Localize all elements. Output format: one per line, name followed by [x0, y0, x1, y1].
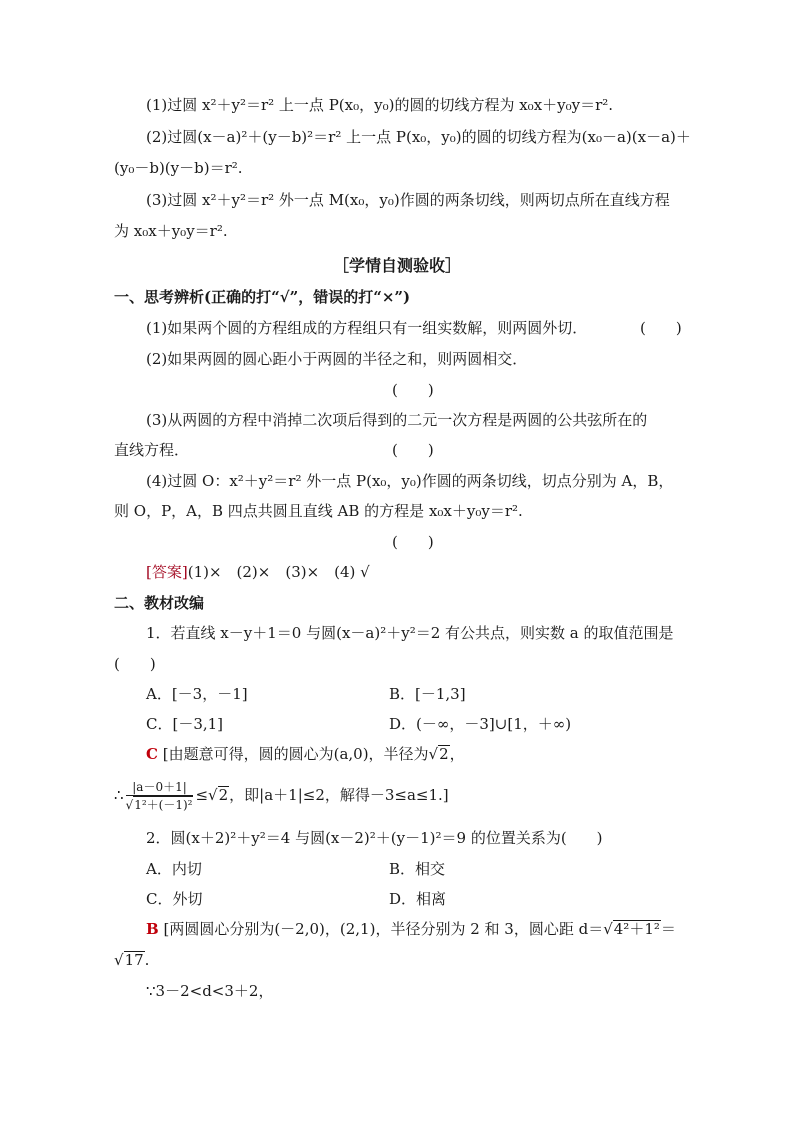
- problem-1-answer-letter: C: [146, 745, 158, 763]
- problem-2-stem: 2．圆(x＋2)²＋y²＝4 与圆(x－2)²＋(y－1)²＝9 的位置关系为( ): [146, 829, 603, 847]
- problem-1-sqrt: 2: [439, 745, 449, 763]
- problem-1-stem-line-1: 1．若直线 x－y＋1＝0 与圆(x－a)²＋y²＝2 有公共点，则实数 a 的取值范围是: [146, 624, 674, 642]
- problem-2-solution-line-3: ∵3－2<d<3＋2，: [146, 982, 274, 1000]
- theorem-1: (1)过圆 x²＋y²＝r² 上一点 P(x₀，y₀)的圆的切线方程为 x₀x＋y₀y＝r².: [146, 96, 614, 114]
- problem-1-option-a: A．[－3，－1]: [146, 685, 248, 703]
- theorem-3-line-1: (3)过圆 x²＋y²＝r² 外一点 M(x₀，y₀)作圆的两条切线，则两切点所在直线方程: [146, 191, 670, 209]
- answer-tag: [答案]: [146, 563, 188, 581]
- problem-2-option-d: D．相离: [389, 890, 447, 908]
- theorem-3-line-2: 为 x₀x＋y₀y＝r².: [114, 222, 228, 240]
- question-1: (1)如果两个圆的方程组成的方程组只有一组实数解，则两圆外切．: [146, 319, 588, 337]
- question-4-blank: ( ): [392, 533, 434, 551]
- question-4-line-2: 则 O，P，A，B 四点共圆且直线 AB 的方程是 x₀x＋y₀y＝r².: [114, 502, 523, 520]
- problem-2-option-b: B．相交: [389, 860, 446, 878]
- question-2-blank: ( ): [392, 381, 434, 399]
- leq-symbol: ≤: [195, 786, 209, 804]
- problem-2-option-c: C．外切: [146, 890, 203, 908]
- problem-2-sqrt-1: 4²＋1²: [613, 920, 660, 938]
- therefore-symbol: ∴: [114, 786, 124, 804]
- part2-heading: 二、教材改编: [114, 594, 205, 612]
- fraction-numerator: |a－0＋1|: [126, 780, 194, 796]
- question-1-blank: ( ): [640, 319, 682, 337]
- problem-1-option-b: B．[－1,3]: [389, 685, 466, 703]
- problem-1-option-d: D．(－∞，－3]∪[1，＋∞): [389, 715, 572, 733]
- problem-1-stem-line-2: ( ): [114, 655, 156, 673]
- theorem-2-line-2: (y₀－b)(y－b)＝r².: [114, 159, 243, 177]
- problem-2-option-a: A．内切: [146, 860, 202, 878]
- part1-heading: 一、思考辨析(正确的打“√”，错误的打“×”): [114, 288, 411, 306]
- section-title: ［学情自测验收］: [332, 256, 461, 275]
- problem-1-solution-line-2: ∴ $\frac{|a-0+1|}{\text{√1²＋(－1)²}}$ ≤√2，即|a＋1|≤2，解得－3≤a≤1.]: [114, 779, 449, 812]
- fraction-denominator-radicand: 1²＋(－1)²: [134, 797, 193, 812]
- distance-fraction: [126, 780, 194, 813]
- problem-2-solution-text: [两圆圆心分别为(－2,0)，(2,1)，半径分别为 2 和 3，圆心距 d＝: [163, 920, 604, 938]
- problem-2-period: .: [144, 951, 150, 969]
- problem-1-solution-conclusion: ，即|a＋1|≤2，解得－3≤a≤1.]: [229, 786, 449, 804]
- problem-1-solution-text: [由题意可得，圆的圆心为(a,0)，半径为: [162, 745, 429, 763]
- question-2: (2)如果两圆的圆心距小于两圆的半径之和，则两圆相交．: [146, 350, 528, 368]
- problem-1-sqrt-2: 2: [218, 786, 229, 804]
- fraction-denominator: √1²＋(－1)²: [125, 797, 193, 812]
- problem-1-solution-end: ，: [449, 745, 465, 763]
- question-3-line-1: (3)从两圆的方程中消掉二次项后得到的二元一次方程是两圆的公共弦所在的: [146, 411, 648, 429]
- problem-2-solution-line-1: B [两圆圆心分别为(－2,0)，(2,1)，半径分别为 2 和 3，圆心距 d＝√4²＋1²＝: [146, 920, 676, 938]
- question-3-line-2: 直线方程．: [114, 441, 190, 459]
- problem-2-solution-line-2: √17.: [114, 951, 150, 969]
- problem-2-answer-letter: B: [146, 920, 159, 938]
- problem-2-equals: ＝: [660, 920, 676, 938]
- problem-1-option-c: C．[－3,1]: [146, 715, 224, 733]
- question-3-blank: ( ): [392, 441, 434, 459]
- question-4-line-1: (4)过圆 O：x²＋y²＝r² 外一点 P(x₀，y₀)作圆的两条切线，切点分别为 A，B，: [146, 472, 674, 490]
- problem-1-solution-line-1: C [由题意可得，圆的圆心为(a,0)，半径为√2，: [146, 745, 465, 763]
- theorem-2-line-1: (2)过圆(x－a)²＋(y－b)²＝r² 上一点 P(x₀，y₀)的圆的切线方程为(x₀－a)(x－a)＋: [146, 128, 691, 146]
- problem-2-sqrt-2: 17: [124, 951, 144, 969]
- answer-line: [146, 562, 370, 582]
- answer-text: (1)× (2)× (3)× (4) √: [187, 563, 370, 581]
